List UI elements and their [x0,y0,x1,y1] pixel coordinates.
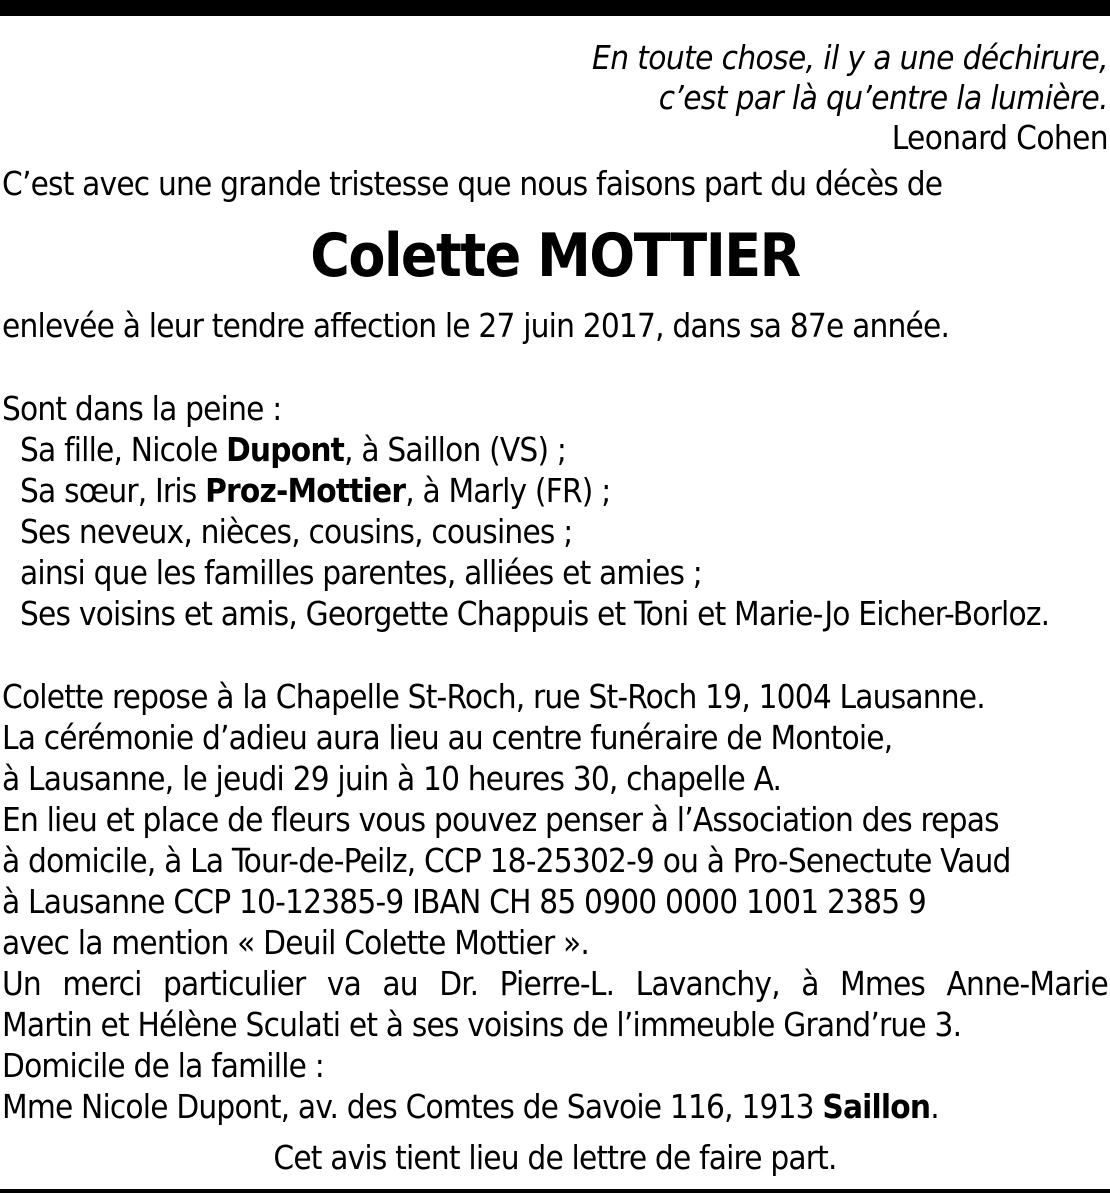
thanks-word: va [326,964,361,1003]
bottom-rule [0,1189,1110,1193]
thanks-word: Un [2,964,41,1003]
daughter-surname: Dupont [226,430,345,469]
mourner-neighbours: Ses voisins et amis, Georgette Chappuis et Toni et Marie-Jo Eicher-Borloz. [20,594,1050,633]
detail-line-9: Martin et Hélène Sculati et à ses voisins de l’immeuble Grand’rue 3. [2,1005,962,1044]
mourners-block [2,388,1049,634]
detail-line-4: En lieu et place de fleurs vous pouvez penser à l’Association des repas [2,800,999,839]
family-address [2,1086,1108,1127]
thanks-word: à [801,964,819,1003]
daughter-prefix: Sa fille, Nicole [20,430,227,469]
detail-thanks-line [2,963,1108,1004]
detail-line-5: à domicile, à La Tour-de-Peilz, CCP 18-25302-9 ou à Pro-Senectute Vaud [2,841,1011,880]
thanks-word: Dr. [439,964,479,1003]
deceased-line: enlevée à leur tendre affection le 27 juin 2017, dans sa 87e année. [2,306,950,345]
top-rule [0,0,1110,16]
thanks-word: merci [62,964,142,1003]
detail-line-7: avec la mention « Deuil Colette Mottier ». [2,923,589,962]
epigraph-quote [592,38,1108,158]
intro-text: C’est avec une grande tristesse que nous faisons part du décès de [2,164,943,203]
detail-line-2: La cérémonie d’adieu aura lieu au centre funéraire de Montoie, [2,718,893,757]
address-suffix: . [930,1087,939,1126]
quote-line-2: c’est par là qu’entre la lumière. [658,78,1108,117]
deceased-name: Colette MOTTIER [310,221,800,291]
address-city: Saillon [822,1087,931,1126]
detail-line-6: à Lausanne CCP 10-12385-9 IBAN CH 85 0900 0000 1001 2385 9 [2,882,926,921]
mourner-sister [2,470,1049,511]
daughter-suffix: , à Saillon (VS) ; [344,430,567,469]
quote-line-1: En toute chose, il y a une déchirure, [592,38,1108,77]
thanks-word: Pierre-L. [499,964,615,1003]
thanks-word: au [382,964,418,1003]
thanks-word: particulier [163,964,306,1003]
address-prefix: Mme Nicole Dupont, av. des Comtes de Savoie 116, 1913 [2,1087,823,1126]
thanks-word: Anne-Marie [946,964,1108,1003]
sister-surname: Proz-Mottier [205,471,406,510]
details-block [2,676,1108,1127]
detail-line-10: Domicile de la famille : [2,1046,324,1085]
sister-prefix: Sa sœur, Iris [20,471,206,510]
mourner-daughter [2,429,1049,470]
sister-suffix: , à Marly (FR) ; [405,471,611,510]
mourner-nephews: Ses neveux, nièces, cousins, cousines ; [20,512,573,551]
mourners-heading: Sont dans la peine : [2,389,282,428]
thanks-word: Mmes [840,964,926,1003]
closing-line: Cet avis tient lieu de lettre de faire part. [273,1138,837,1177]
quote-author: Leonard Cohen [891,118,1108,157]
detail-line-1: Colette repose à la Chapelle St-Roch, rue St-Roch 19, 1004 Lausanne. [2,677,985,716]
thanks-word: Lavanchy, [635,964,780,1003]
mourner-families: ainsi que les familles parentes, alliées et amies ; [20,553,702,592]
detail-line-3: à Lausanne, le jeudi 29 juin à 10 heures 30, chapelle A. [2,759,782,798]
